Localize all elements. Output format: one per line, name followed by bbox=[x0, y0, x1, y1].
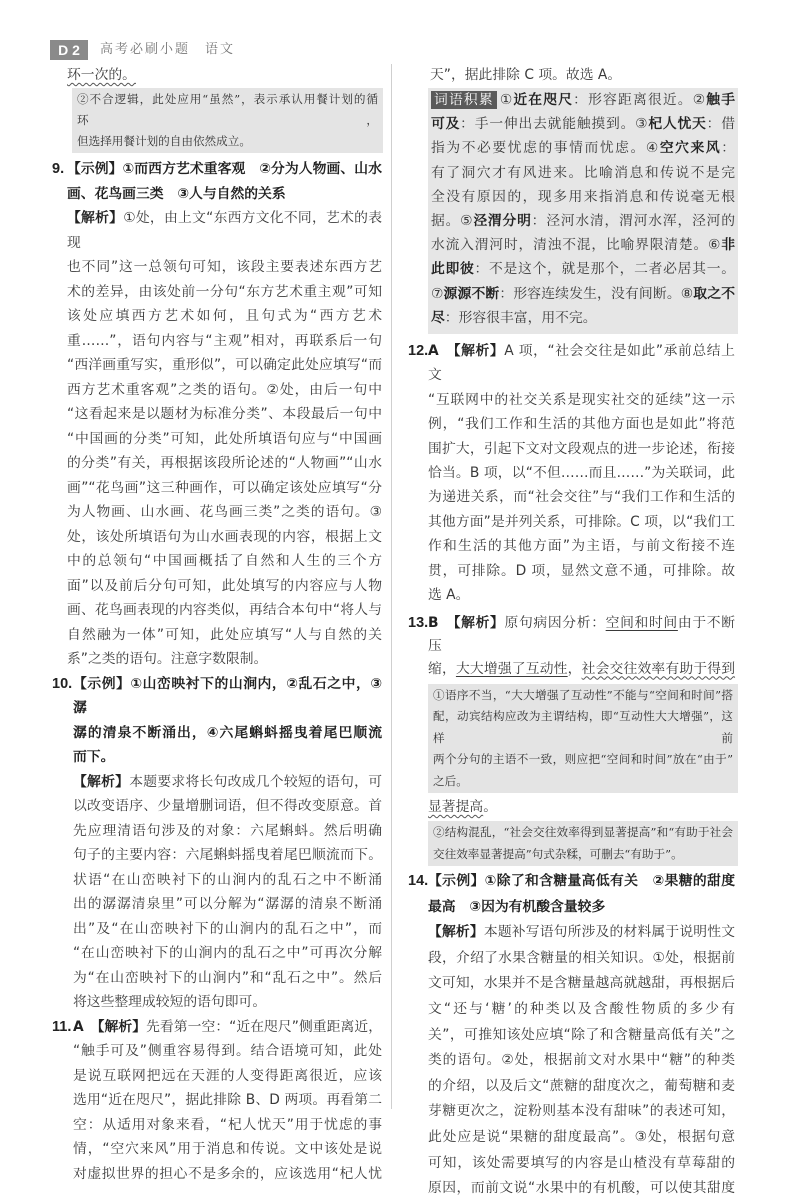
text-line bbox=[73, 917, 382, 942]
text-line bbox=[428, 1023, 735, 1049]
text-run: 为“在山峦映衬下的山涧内”和“乱石之中”。然后 bbox=[73, 969, 382, 986]
text-line bbox=[67, 329, 382, 354]
text-line bbox=[428, 437, 735, 461]
text-run: 之后。 bbox=[433, 773, 468, 788]
page-number-badge: D 2 bbox=[50, 40, 88, 60]
answer-item bbox=[52, 157, 383, 672]
text-line bbox=[428, 1151, 735, 1177]
text-line bbox=[433, 706, 733, 749]
text-line bbox=[67, 157, 382, 182]
text-line bbox=[428, 895, 735, 921]
text-run: “在山峦映衬下的山涧内的乱石之中”可再次分解 bbox=[73, 945, 382, 961]
bold-text: 【解析】 bbox=[453, 614, 505, 631]
text-line bbox=[73, 1064, 382, 1089]
text-line bbox=[73, 1015, 382, 1040]
text-run: 处，该处所填语句为山水画表现的内容，根据上文 bbox=[67, 528, 382, 545]
text-run: ① bbox=[499, 92, 514, 108]
text-run: ①语序不当，“大大增强了互动性”不能与“空间和时间”搭 bbox=[433, 687, 733, 702]
text-line bbox=[67, 304, 382, 329]
text-run: “中国画的分类”可知，此处所填语句应与“中国画 bbox=[67, 430, 382, 447]
wavy-underlined-text: 显著提高 bbox=[428, 799, 484, 815]
text-run: 中的总领句“中国画概括了自然和人生的三个方 bbox=[67, 553, 382, 569]
text-line bbox=[431, 233, 735, 257]
text-line bbox=[428, 388, 735, 412]
text-run: ②结构混乱，“社会交往效率得到显著提高”和“有助于社会 bbox=[433, 825, 733, 839]
text-line bbox=[73, 1137, 382, 1162]
text-run: 交往效率显著提高”句式杂糅，可删去“有助于”。 bbox=[433, 846, 683, 861]
text-run: ：形容很丰富，用不完。 bbox=[444, 309, 597, 326]
text-line bbox=[428, 583, 735, 607]
text-run: 恰当。B 项，以“不但……而且……”为关联词，此 bbox=[428, 465, 735, 482]
text-line bbox=[428, 339, 735, 388]
text-run: 系”之类的语句。注意字数限制。 bbox=[67, 651, 268, 667]
text-run: 以改变语序、少量增删词语，但不得改变原意。首 bbox=[73, 798, 382, 814]
text-line bbox=[428, 485, 735, 509]
text-line bbox=[67, 280, 382, 305]
vocabulary-label: 词语积累 bbox=[431, 91, 497, 109]
question-number: 10. bbox=[52, 675, 73, 692]
text-line bbox=[428, 795, 735, 819]
text-line bbox=[428, 920, 735, 946]
bold-text: 取之不 bbox=[693, 285, 736, 302]
bold-text: 最高 ③因为有机酸含量较多 bbox=[428, 898, 606, 915]
text-run: 先应理清语句涉及的对象：六尾蝌蚪。然后明确 bbox=[73, 822, 382, 839]
text-run: ： bbox=[721, 140, 736, 157]
text-run: 本题要求将长句改成几个较短的语句，可 bbox=[129, 773, 383, 790]
wavy-underlined-text: 社会交往效率有助于得到 bbox=[581, 660, 736, 677]
text-run: 术的差异，由该处前一分句“东方艺术重主观”可知 bbox=[67, 283, 382, 300]
text-line bbox=[428, 946, 735, 972]
bold-text: 【解析】 bbox=[453, 343, 505, 360]
bold-text: 【解析】 bbox=[97, 1018, 147, 1035]
text-run: 文可知，水果并不是含糖量越高就越甜，再根据后 bbox=[428, 975, 735, 992]
text-line bbox=[73, 868, 382, 893]
text-line bbox=[67, 206, 382, 255]
bold-text: A bbox=[428, 343, 454, 360]
text-line bbox=[67, 255, 382, 280]
text-run: 配，动宾结构应改为主谓结构，即“互动性大大增强”，这样前 bbox=[433, 709, 733, 745]
text-run: 可知，该处需要填写的内容是山楂没有草莓甜的 bbox=[428, 1154, 735, 1171]
text-line bbox=[73, 721, 382, 746]
text-line bbox=[67, 451, 382, 476]
text-run: 画”“花鸟画”这三种画作，可以确定该处应填写“分 bbox=[67, 479, 382, 496]
text-run: 的介绍，以及后文“蔗糖的甜度次之，葡萄糖和麦 bbox=[428, 1077, 735, 1094]
text-line bbox=[67, 500, 382, 525]
bold-text: 泾渭分明 bbox=[473, 213, 532, 230]
text-line bbox=[67, 549, 382, 574]
text-line bbox=[67, 63, 382, 87]
text-line bbox=[67, 574, 382, 599]
running-header-title: 高考必刷小题 语文 bbox=[100, 42, 236, 57]
answer-item bbox=[408, 339, 735, 607]
text-run: 句子的主要内容：六尾蝌蚪摇曳着尾巴顺流而下。 bbox=[73, 847, 382, 863]
vocabulary-box bbox=[428, 88, 738, 334]
text-line bbox=[431, 112, 735, 136]
bold-text: 【解析】 bbox=[428, 924, 484, 941]
text-run: ②不合逻辑，此处应用“虽然”，表示承认用餐计划的循环， bbox=[77, 92, 378, 127]
text-run: ：手一伸出去就能触摸到。③ bbox=[460, 116, 649, 133]
text-run: 有了洞穴才有风进来。比喻消息和传说不是完 bbox=[431, 164, 735, 181]
text-line bbox=[73, 966, 382, 991]
text-line bbox=[431, 282, 735, 306]
bold-text: 【解析】 bbox=[73, 773, 130, 790]
text-line bbox=[433, 749, 733, 771]
text-run: 情，“空穴来风”用于消息和传说。文中该处是说 bbox=[73, 1141, 382, 1157]
text-line bbox=[77, 89, 378, 131]
text-run: 贯，可排除。D 项，显然文意不通，可排除。故 bbox=[428, 562, 735, 579]
text-line bbox=[428, 510, 735, 534]
bold-text: 杞人忧天 bbox=[648, 116, 707, 133]
text-line bbox=[67, 427, 382, 452]
text-run: 面”以及前后分句可知，此处填写的内容应与人物 bbox=[67, 577, 382, 594]
text-run: ：形容连续发生，没有间断。⑧ bbox=[499, 285, 694, 302]
text-run: 为递进关系，而“社会交往”与“我们工作和生活的 bbox=[428, 489, 735, 506]
text-line bbox=[428, 1125, 735, 1151]
answer-item bbox=[408, 869, 736, 1202]
bold-text: 而下。 bbox=[73, 749, 115, 765]
bold-text: 触手 bbox=[706, 92, 736, 108]
text-line bbox=[428, 612, 735, 658]
answer-item bbox=[52, 1015, 382, 1187]
text-paragraph bbox=[428, 795, 735, 819]
text-run: ⑦ bbox=[431, 285, 444, 302]
text-line bbox=[73, 1088, 382, 1113]
text-run: 对虚拟世界的担心不是多余的，应该选用“杞人忧 bbox=[73, 1165, 382, 1182]
text-line bbox=[428, 534, 735, 558]
text-run: 重……”，语句内容与“主观”相对，再联系后一句 bbox=[67, 332, 382, 349]
text-run: 例，“我们工作和生活的其他方面也是如此”将范 bbox=[428, 416, 735, 433]
text-run: 的分类”有关，再根据该段所论述的“人物画”“山水 bbox=[67, 455, 382, 471]
text-paragraph bbox=[430, 63, 735, 87]
text-line bbox=[73, 819, 382, 844]
bold-text: 【示例】①而西方艺术重客观 ②分为人物画、山水 bbox=[67, 161, 382, 177]
text-line bbox=[73, 794, 382, 819]
text-line bbox=[67, 353, 382, 378]
text-line bbox=[428, 1074, 735, 1100]
text-run: 状语“在山峦映衬下的山涧内的乱石之中不断涌 bbox=[73, 871, 382, 888]
text-run: ：形容距离很近。② bbox=[573, 92, 707, 108]
text-run: 类的语句。②处，根据前文对水果中“糖”的种类 bbox=[428, 1052, 735, 1069]
text-run: 将这些整理成较短的语句即可。 bbox=[73, 994, 267, 1010]
text-line bbox=[77, 131, 378, 152]
bold-text: B bbox=[428, 614, 454, 631]
text-line bbox=[428, 658, 735, 681]
text-run: 空：从适用对象来看，“杞人忧天”用于忧虑的事 bbox=[73, 1116, 382, 1133]
text-run: 缩， bbox=[428, 660, 456, 677]
text-run: 本题补写语句所涉及的材料属于说明性文 bbox=[483, 924, 736, 941]
bold-text: 可及 bbox=[431, 116, 461, 133]
text-run: 选用“近在咫尺”，据此排除 B、D 两项。再看第二 bbox=[73, 1092, 382, 1108]
text-line bbox=[67, 402, 382, 427]
text-run: 选 A。 bbox=[428, 587, 470, 604]
text-line bbox=[430, 63, 735, 87]
text-run: 原因，而前文说“水果中的有机酸，可以使其甜度 bbox=[428, 1180, 735, 1197]
text-line bbox=[67, 476, 382, 501]
text-run: 作和生活的其他方面”为主语，与前文衔接不连 bbox=[428, 538, 735, 555]
text-run: 全没有原因的，现多用来指消息和传说毫无根 bbox=[431, 188, 735, 205]
text-line bbox=[67, 378, 382, 403]
text-line bbox=[67, 525, 382, 550]
question-number: 14. bbox=[408, 873, 429, 889]
bold-text: 非 bbox=[721, 237, 735, 254]
bold-text: 潺的清泉不断涌出，④六尾蝌蚪摇曳着尾巴顺流 bbox=[73, 724, 382, 741]
text-run: “互联网中的社交关系是现实社交的延续”这一示 bbox=[428, 391, 735, 408]
left-column bbox=[0, 63, 395, 1186]
text-line bbox=[433, 685, 733, 707]
text-run: 但选择用餐计划的自由依然成立。 bbox=[77, 134, 251, 148]
bold-text: 【解析】 bbox=[67, 210, 124, 226]
text-run: 出”及“在山峦映衬下的山涧内的乱石之中”，而 bbox=[73, 920, 382, 937]
text-line bbox=[428, 1099, 735, 1125]
text-run: “触手可及”侧重容易得到。结合语境可知，此处 bbox=[73, 1043, 382, 1059]
text-line bbox=[73, 672, 382, 721]
text-line bbox=[433, 771, 733, 793]
text-run: 。 bbox=[483, 799, 497, 815]
bold-text: 此即彼 bbox=[431, 261, 475, 278]
text-line bbox=[428, 412, 735, 436]
text-run: 据。⑤ bbox=[431, 213, 474, 230]
text-run: 芽糖更次之，淀粉则基本没有甜味”的表述可知， bbox=[428, 1103, 735, 1120]
wavy-underlined-text: 环一次的。 bbox=[67, 67, 136, 83]
text-line bbox=[73, 1162, 382, 1187]
text-run: 是说互联网把远在天涯的人变得距离很近，应该 bbox=[73, 1067, 382, 1084]
text-line bbox=[73, 892, 382, 917]
text-run: 天”，据此排除 C 项。故选 A。 bbox=[430, 67, 622, 83]
text-line bbox=[428, 461, 735, 485]
text-line bbox=[73, 990, 382, 1015]
text-run: 原句病因分析： bbox=[504, 614, 606, 631]
text-run: 此处应是说“果糖的甜度最高”。③处，根据句意 bbox=[428, 1128, 735, 1145]
text-run: 水流入渭河时，清浊不混，比喻界限清楚。⑥ bbox=[431, 237, 722, 254]
text-run: A 项，“社会交往是如此”承前总结上文 bbox=[428, 343, 735, 384]
text-line bbox=[73, 1039, 382, 1064]
text-line bbox=[433, 844, 733, 866]
text-run: 也不同”这一总领句可知，该段主要表述东西方艺 bbox=[67, 259, 382, 275]
text-run: ：不是这个，就是那个，二者必居其一。 bbox=[474, 261, 735, 278]
question-number: 13. bbox=[408, 614, 429, 631]
text-run: 自然融为一体”可知，此处应填写“人与自然的关 bbox=[67, 626, 382, 643]
text-run: 画、花鸟画表现的内容类似，再结合本句中“将人与 bbox=[67, 602, 382, 618]
text-run: ：泾河水清，渭河水浑，泾河的 bbox=[531, 213, 736, 230]
bold-text: 【示例】①山峦映衬下的山涧内，②乱石之中，③潺 bbox=[73, 675, 382, 716]
text-run: 两个分句的主语不一致，则应把“空间和时间”放在“由于” bbox=[433, 752, 733, 766]
question-number: 9. bbox=[52, 161, 65, 177]
text-run: 先看第一空：“近在咫尺”侧重距离近， bbox=[146, 1018, 382, 1035]
text-paragraph bbox=[67, 63, 382, 87]
text-line bbox=[428, 1176, 735, 1202]
text-run: ①处，由上文“东西方文化不同，艺术的表现 bbox=[67, 210, 383, 251]
text-line bbox=[431, 209, 735, 233]
text-line bbox=[431, 88, 735, 112]
text-run: 由于不断压 bbox=[428, 614, 736, 654]
text-line bbox=[431, 136, 735, 160]
text-line bbox=[431, 161, 735, 185]
text-line bbox=[433, 822, 733, 844]
question-number: 11. bbox=[52, 1018, 72, 1035]
answer-item bbox=[408, 612, 736, 681]
text-run: “这看起来是以题材为标准分类”、本段最后一句中 bbox=[67, 406, 382, 422]
text-run: 出的潺潺清泉里”可以分解为“潺潺的清泉不断涌 bbox=[73, 896, 382, 912]
text-line bbox=[431, 257, 735, 281]
text-line bbox=[73, 745, 382, 770]
text-run: 为人物画、山水画、花鸟画三类”之类的语句。③ bbox=[67, 504, 382, 520]
underlined-text: 大大增强了互动性 bbox=[455, 660, 568, 677]
text-run: 指为不必要忧虑的事情而忧虑。④ bbox=[431, 140, 660, 157]
text-run: “西洋画重写实，重形似”，可以确定此处应填写“而 bbox=[67, 357, 382, 373]
correction-note bbox=[428, 821, 738, 866]
text-line bbox=[67, 182, 382, 207]
text-line bbox=[431, 185, 735, 209]
question-number: 12. bbox=[408, 343, 429, 360]
correction-note bbox=[428, 684, 738, 794]
bold-text: 近在咫尺 bbox=[513, 92, 574, 108]
text-line bbox=[428, 869, 735, 895]
answer-item bbox=[52, 672, 383, 1015]
text-line bbox=[428, 997, 735, 1023]
text-line bbox=[428, 971, 735, 997]
text-line bbox=[431, 306, 735, 330]
text-run: 围扩大，引起下文对文段观点的进一步论述，衔接 bbox=[428, 440, 735, 457]
text-line bbox=[428, 1048, 735, 1074]
text-run: 关”，可推知该处应填“除了和含糖量高低有关”之 bbox=[428, 1026, 735, 1043]
text-line bbox=[67, 598, 382, 623]
underlined-text: 空间和时间 bbox=[605, 614, 678, 631]
text-run: ， bbox=[567, 660, 582, 677]
bold-text: 【示例】①除了和含糖量高低有关 ②果糖的甜度 bbox=[428, 873, 735, 889]
text-line bbox=[73, 843, 382, 868]
bold-text: 尽 bbox=[431, 309, 445, 326]
text-line bbox=[428, 559, 735, 583]
text-run: 段，介绍了水果含糖量的相关知识。①处，根据前 bbox=[428, 949, 735, 966]
text-line bbox=[73, 941, 382, 966]
text-run: 其他方面”是并列关系，可排除。C 项，以“我们工 bbox=[428, 513, 735, 530]
correction-note bbox=[72, 88, 383, 153]
text-line bbox=[67, 647, 382, 672]
text-run: 该处应填西方艺术如何，且句式为“西方艺术 bbox=[67, 308, 382, 324]
text-run: 西方艺术重客观”之类的语句。②处，由后一句中 bbox=[67, 381, 382, 398]
text-run: 文“还与‘糖’的种类以及含酸性物质的多少有 bbox=[428, 1000, 735, 1017]
right-column bbox=[395, 63, 790, 1202]
text-line bbox=[73, 1113, 382, 1138]
bold-text: 空穴来风 bbox=[659, 140, 722, 157]
text-run: ：借 bbox=[706, 116, 736, 133]
bold-text: 画、花鸟画三类 ③人与自然的关系 bbox=[67, 185, 286, 202]
text-line bbox=[73, 770, 382, 795]
text-line bbox=[67, 623, 382, 648]
bold-text: 源源不断 bbox=[443, 285, 500, 302]
bold-text: A bbox=[73, 1018, 98, 1035]
